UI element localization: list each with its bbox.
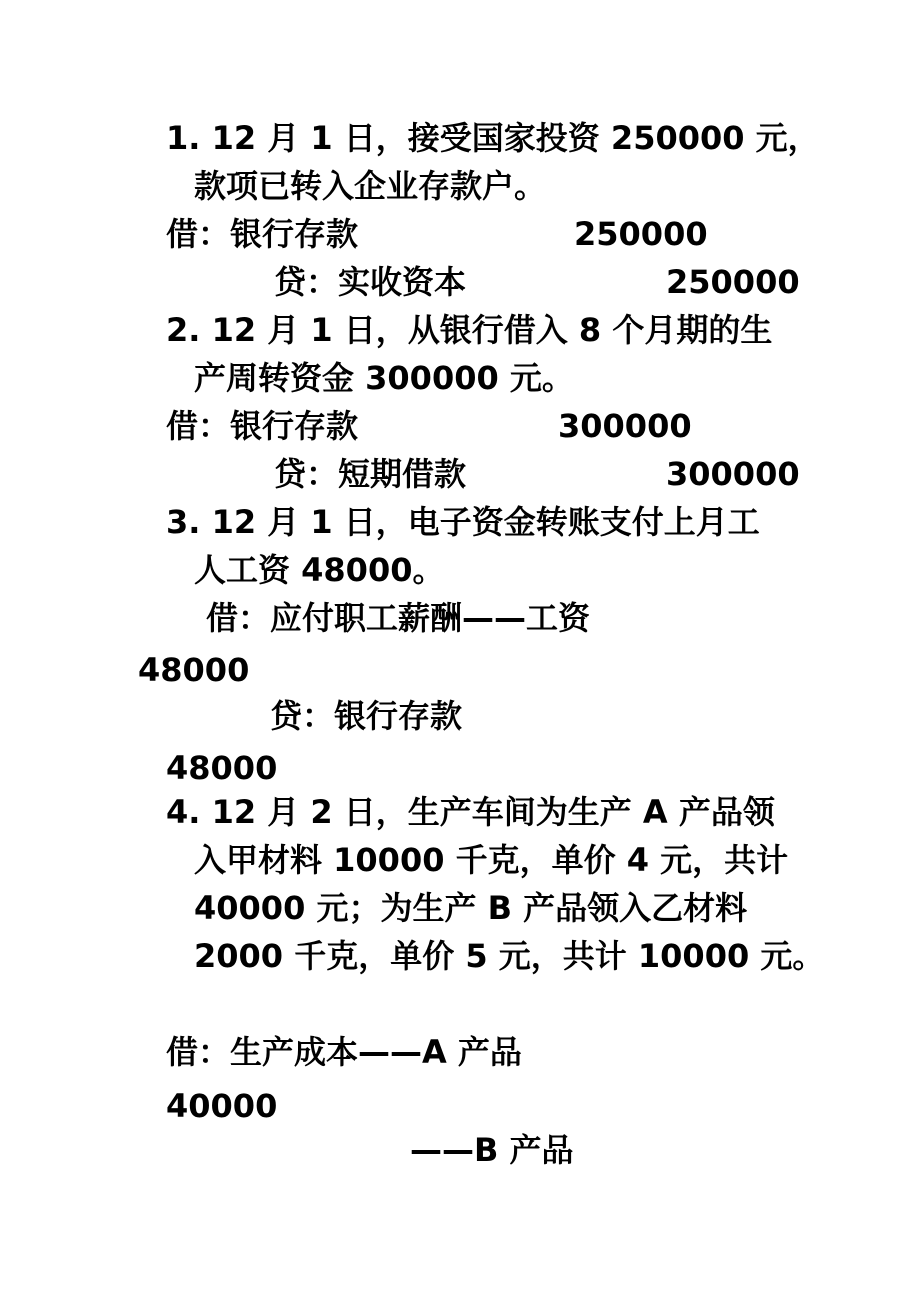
entry-4-debit-sub-label: ——B 产品 bbox=[410, 1131, 574, 1169]
entry-4-debit-label: 借：生产成本——A 产品 bbox=[166, 1033, 522, 1071]
entry-4-description-line-1: 4. 12 月 2 日，生产车间为生产 A 产品领 bbox=[166, 793, 775, 831]
entry-1-debit-amount: 250000 bbox=[574, 215, 708, 253]
entry-3-credit-label: 贷：银行存款 bbox=[270, 697, 463, 735]
entry-1-description-line-2: 款项已转入企业存款户。 bbox=[194, 167, 547, 205]
entry-1-credit-amount: 250000 bbox=[666, 263, 800, 301]
entry-2-debit-amount: 300000 bbox=[558, 407, 692, 445]
entry-2-description-line-1: 2. 12 月 1 日，从银行借入 8 个月期的生 bbox=[166, 311, 773, 349]
entry-4-description-line-2: 入甲材料 10000 千克，单价 4 元，共计 bbox=[194, 841, 789, 879]
entry-3-debit-label: 借：应付职工薪酬——工资 bbox=[206, 599, 591, 637]
entry-3-description-line-1: 3. 12 月 1 日，电子资金转账支付上月工 bbox=[166, 503, 760, 541]
entry-4-debit-amount: 40000 bbox=[166, 1087, 278, 1125]
entry-2-credit-label: 贷：短期借款 bbox=[274, 455, 467, 493]
entry-3-debit-amount: 48000 bbox=[138, 651, 250, 689]
entry-3-description-line-2: 人工资 48000。 bbox=[194, 551, 445, 589]
entry-1-credit-label: 贷：实收资本 bbox=[274, 263, 467, 301]
entry-1-debit-label: 借：银行存款 bbox=[166, 215, 359, 253]
entry-1-description-line-1: 1. 12 月 1 日，接受国家投资 250000 元， bbox=[166, 119, 820, 157]
entry-2-credit-amount: 300000 bbox=[666, 455, 800, 493]
entry-4-description-line-4: 2000 千克，单价 5 元，共计 10000 元。 bbox=[194, 937, 825, 975]
entry-3-credit-amount: 48000 bbox=[166, 749, 278, 787]
entry-2-description-line-2: 产周转资金 300000 元。 bbox=[194, 359, 574, 397]
entry-4-description-line-3: 40000 元；为生产 B 产品领入乙材料 bbox=[194, 889, 748, 927]
entry-2-debit-label: 借：银行存款 bbox=[166, 407, 359, 445]
